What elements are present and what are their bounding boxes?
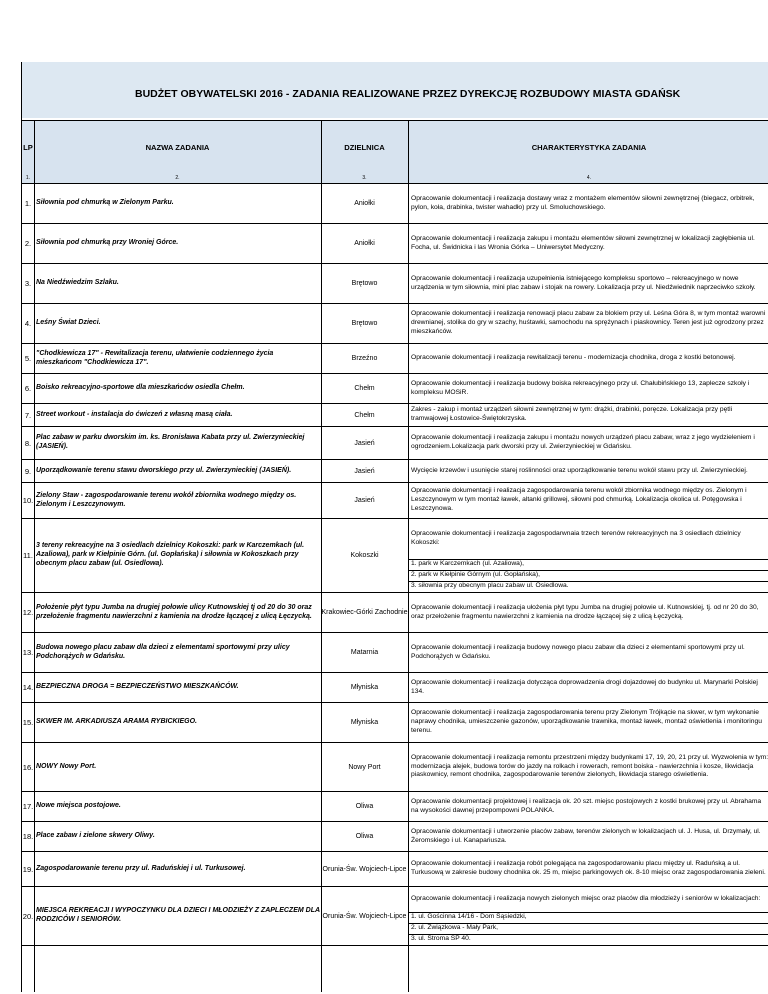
row-task-name: Na Niedźwiedzim Szlaku. <box>36 279 119 287</box>
row-task-name: "Chodkiewicza 17" - Rewitalizacja terenu, ułatwienie codziennego życia mieszkańcom "Chodkiewicza 17". <box>36 349 274 366</box>
table-row <box>22 792 768 822</box>
row-district: Młyniska <box>350 684 379 691</box>
table-row <box>22 593 768 633</box>
row-characteristics: Wycięcie krzewów i usunięcie starej roślinności oraz uporządkowanie terenu wokół stawu przy ul. Zwierzynieckiej. <box>411 466 748 474</box>
row-district: Aniołki <box>354 240 375 247</box>
row-characteristics: Opracowanie dokumentacji i realizacja zagospodarowania terenu wokół zbiornika wodnego między os. Zielonym i Leszczynowym w tym montaż ławek, altanki grillowej, siłowni pod chmurką. Lokalizacja okolica ul. Potęgowska i Leszczynowa. <box>411 487 747 512</box>
column-divider <box>34 120 35 992</box>
row-characteristics: Opracowanie dokumentacji i realizacja zagospodarowania terenu przy Zielonym Trójkącie na skwer, w tym wykonanie naprawy chodnika, umieszczenie gazonów, uporządkowanie trawnika, montaż ławek, montaż oświetlenia i monitoringu terenu. <box>411 709 762 734</box>
column-divider <box>408 120 409 992</box>
row-lp: 8. <box>24 438 32 448</box>
row-lp: 19. <box>22 864 34 874</box>
row-task-name: Nowe miejsca postojowe. <box>36 802 121 810</box>
row-lp: 11. <box>23 551 33 560</box>
row-characteristics-item: 2. park w Kiełpinie Górnym (ul. Gopłańska), <box>409 570 768 580</box>
row-district: Jasień <box>354 497 375 504</box>
row-characteristics: Opracowanie dokumentacji i realizacja dotycząca doprowadzenia drogi dojazdowej do budynku ul. Marynarki Polskiej 134. <box>411 678 758 695</box>
row-characteristics: Zakres - zakup i montaż urządzeń siłowni zewnętrznej w tym: drążki, drabinki, poręcze. Lokalizacja przy pętli tramwajowej Łostowice-Świętokrzyska. <box>411 406 733 422</box>
table-row <box>22 822 768 852</box>
row-lp: 20. <box>22 911 34 921</box>
row-task-name: Położenie płyt typu Jumba na drugiej połowie ulicy Kutnowskiej tj od 20 do 30 oraz przełożenie fragmentu nawierzchni z kamienia na drodze łączącej z ulicą Łęczycką. <box>36 603 312 620</box>
row-task-name: NOWY Nowy Port. <box>36 762 97 770</box>
row-characteristics: Opracowanie dokumentacji i utworzenie placów zabaw, terenów zielonych w lokalizacjach ul. J. Husa, ul. Drzymały, ul. Żeromskiego i ul. Kanapariusza. <box>411 827 761 844</box>
row-lp: 10. <box>22 496 34 505</box>
row-lp: 13. <box>22 648 34 657</box>
row-task-name: BEZPIECZNA DROGA = BEZPIECZEŃSTWO MIESZKAŃCÓW. <box>36 683 239 691</box>
table-row <box>22 519 768 593</box>
row-lp: 4. <box>24 319 32 328</box>
row-district: Brętowo <box>351 280 378 287</box>
row-characteristics-list <box>409 887 768 945</box>
row-district: Orunia-Św. Wojciech-Lipce <box>322 912 407 920</box>
row-district: Matarnia <box>350 649 379 656</box>
column-number-row <box>22 173 768 184</box>
row-district: Orunia-Św. Wojciech-Lipce <box>322 865 407 873</box>
row-district: Krakowiec-Górki Zachodnie <box>321 609 408 616</box>
row-task-name: Uporządkowanie terenu stawu dworskiego przy ul. Zwierzynieckiej (JASIEŃ). <box>36 466 292 474</box>
table-row <box>22 483 768 519</box>
row-lp: 12. <box>22 608 34 617</box>
row-lp: 7. <box>24 410 32 420</box>
row-characteristics: Opracowanie dokumentacji i realizacja budowy nowego placu zabaw dla dzieci z elementami sportowymi przy ul. Podchorążych w Gdańsku. <box>411 643 745 660</box>
row-district: Nowy Port <box>348 763 381 771</box>
row-task-name: MIEJSCA REKREACJI I WYPOCZYNKU DLA DZIECI I MŁODZIEŻY Z ZAPLECZEM DLA RODZICÓW I SENIORÓW. <box>36 907 320 923</box>
row-characteristics: Opracowanie dokumentacji i realizacja renowacji placu zabaw za blokiem przy ul. Leśna Góra 8, w tym montaż warowni drewnianej, stolika do gry w szachy, huśtawki, samochodu na sprężynach i piaskownicy. Teren jest już ogrodzony przez mieszkańców. <box>411 310 766 335</box>
row-task-name: Siłownia pod chmurką w Zielonym Parku. <box>36 199 174 207</box>
row-characteristics: Opracowanie dokumentacji i realizacja robót polegająca na zagospodarowaniu placu między ul. Raduńską a ul. Turkusową w zakresie budowy chodnika ok. 25 m, miejsc parkingowych ok. 8-10 miejsc oraz zagospodarowania zieleni. <box>411 860 766 876</box>
row-characteristics: Opracowanie dokumentacji i realizacja uzupełnienia istniejącego kompleksu sportowo – rekreacyjnego w nowe urządzenia w tym siłownia, mini plac zabaw i stojak na rowery. Lokalizacja przy ul. Niedźwiednik naprzeciwko szkoły. <box>411 274 756 291</box>
row-task-name: 3 tereny rekreacyjne na 3 osiedlach dzielnicy Kokoszki: park w Karczemkach (ul. Azaliowa), park w Kiełpinie Górn. (ul. Gopłańska) i siłownia w Kokoszkach przy obecnym placu zabaw (ul. Osiedlowa). <box>36 542 305 567</box>
table-row <box>22 264 768 304</box>
row-task-name: Leśny Świat Dzieci. <box>36 319 101 327</box>
row-district: Oliwa <box>355 833 374 840</box>
row-district: Oliwa <box>355 803 374 810</box>
row-characteristics-item: 3. siłownia przy obecnym placu zabaw ul. Osiedlowa. <box>409 581 768 591</box>
row-task-name: Siłownia pod chmurką przy Wroniej Górce. <box>36 239 179 247</box>
row-district: Brętowo <box>351 320 378 327</box>
row-district: Chełm <box>354 385 375 392</box>
row-characteristics: Opracowanie dokumentacji i realizacja remontu przestrzeni między budynkami 17, 19, 20, 21 przy ul. Wyzwolenia w tym: modernizacja alejek, budowa torów do jazdy na rolkach i rowerach, remont boiska - nawierzchnia i kosze, likwidacja piaskownicy, remont chodnika, zagospodarowanie terenów zielonych, likwidacja starego oświetlenia. <box>411 753 768 779</box>
table-row <box>22 460 768 483</box>
row-characteristics: Opracowanie dokumentacji i realizacja budowy boiska rekreacyjnego przy ul. Chałubińskiego 13, zaplecze szkoły i kompleksu MOSiR. <box>411 379 750 396</box>
row-characteristics-item: 1. ul. Gościnna 14/16 - Dom Sąsiedzki, <box>409 912 768 922</box>
row-characteristics-list <box>409 519 768 592</box>
header-lp: LP <box>23 142 33 152</box>
column-number: 2. <box>175 175 180 181</box>
row-district: Chełm <box>354 411 375 419</box>
row-characteristics: Opracowanie dokumentacji i realizacja zakupu i montażu nowych urządzeń placu zabaw, wraz z jego wydzieleniem i ogrodzeniem.Lokalizacja park dworski przy ul. Zwierzynieckiej w Gdańsku. <box>411 434 755 450</box>
row-task-name: Boisko rekreacyjno-sportowe dla mieszkańców osiedla Chełm. <box>36 384 245 392</box>
row-district: Młyniska <box>350 719 379 726</box>
row-characteristics-item: 3. ul. Stroma SP 40. <box>409 934 768 944</box>
row-lp: 5. <box>24 354 32 363</box>
row-task-name: Budowa nowego placu zabaw dla dzieci z elementami sportowymi przy ulicy Podchorążych w Gdańsku. <box>36 643 290 660</box>
row-district: Kokoszki <box>350 552 379 559</box>
row-lp: 17. <box>22 802 34 811</box>
table-row <box>22 404 768 427</box>
header-name: NAZWA ZADANIA <box>145 142 210 152</box>
row-district: Jasień <box>354 439 375 447</box>
header-characteristics: CHARAKTERYSTYKA ZADANIA <box>531 142 647 152</box>
row-lp: 1. <box>24 199 32 208</box>
row-characteristics: Opracowanie dokumentacji i realizacja rewitalizacji terenu - modernizacja chodnika, droga z kostki betonowej. <box>411 354 736 362</box>
row-district: Aniołki <box>354 200 375 207</box>
row-district: Brzeźno <box>351 355 378 362</box>
table-row <box>22 344 768 374</box>
table-row <box>22 743 768 792</box>
row-task-name: Zielony Staw - zagospodarowanie terenu wokół zbiornika wodnego między os. Zielonym i Leszczynowym. <box>36 491 297 508</box>
row-task-name: Plac zabaw w parku dworskim im. ks. Bronisława Kabata przy ul. Zwierzynieckiej (JASIEŃ). <box>36 434 305 450</box>
table-row <box>22 703 768 743</box>
row-lp: 16. <box>22 762 34 772</box>
row-task-name: Street workout - instalacja do ćwiczeń z własną masą ciała. <box>36 410 233 418</box>
column-number: 4. <box>586 175 592 181</box>
table-row <box>22 374 768 404</box>
row-characteristics: Opracowanie dokumentacji i realizacja zakupu i montażu elementów siłowni zewnętrznej w lokalizacji zagłębienia ul. Focha, ul. Świdnicka i las Wronia Górka – Uniwersytet Medyczny. <box>411 234 755 251</box>
table-row <box>22 673 768 703</box>
row-characteristics-intro: Opracowanie dokumentacji i realizacja zagospodarwnaia trzech terenów rekreacyjnych na 3 osiedlach dzielnicy Kokoszki: <box>411 530 741 546</box>
row-lp: 2. <box>24 239 32 248</box>
row-task-name: Place zabaw i zielone skwery Oliwy. <box>36 832 155 840</box>
column-divider <box>321 120 322 992</box>
row-lp: 3. <box>24 279 32 288</box>
header-district: DZIELNICA <box>344 142 385 152</box>
row-lp: 9. <box>24 466 32 476</box>
title-band <box>22 62 768 118</box>
row-characteristics: Opracowanie dokumentacji i realizacja ułożenia płyt typu Jumba na drugiej połowie ul. Kutnowskiej, tj. od nr 20 do 30, oraz przełożenie fragmentu nawierzchni z kamienia na drodze łączącej się z ulicą Łęczycką. <box>411 603 759 620</box>
column-number: 1. <box>25 175 31 181</box>
table-row <box>22 852 768 887</box>
row-lp: 15. <box>22 718 34 727</box>
row-characteristics-intro: Opracowanie dokumentacji i realizacja nowych zielonych miejsc oraz placów dla młodzieży i seniorów w lokalizacjach: <box>411 895 761 903</box>
row-lp: 14. <box>22 683 34 692</box>
row-lp: 18. <box>22 832 34 841</box>
column-number: 3. <box>362 175 367 181</box>
row-characteristics-item: 1. park w Karczemkach (ul. Azaliowa), <box>409 559 768 569</box>
row-characteristics-item: 2. ul. Związkowa - Mały Park, <box>409 923 768 933</box>
row-task-name: Zagospodarowanie terenu przy ul. Raduńskiej i ul. Turkusowej. <box>36 864 246 872</box>
row-task-name: SKWER IM. ARKADIUSZA ARAMA RYBICKIEGO. <box>36 718 197 726</box>
row-characteristics: Opracowanie dokumentacji i realizacja dostawy wraz z montażem elementów siłowni zewnętrznej (biegacz, orbitrek, pylon, koła, drabinka, twister wahadło) przy ul. Smoluchowskiego. <box>411 194 755 211</box>
header-row <box>22 120 768 174</box>
table-row <box>22 427 768 460</box>
table-row <box>22 184 768 224</box>
table-row <box>22 887 768 946</box>
table-row <box>22 304 768 344</box>
row-lp: 6. <box>24 384 32 393</box>
table-row <box>22 633 768 673</box>
row-district: Jasień <box>354 467 375 475</box>
table-row <box>22 224 768 264</box>
spreadsheet <box>21 62 768 992</box>
row-characteristics: Opracowanie dokumentacji projektowej i realizacja ok. 20 szt. miejsc postojowych z kostki brukowej przy ul. Abrahama na wysokości dawnej przepompowni POLANKA. <box>411 797 762 814</box>
page-title: BUDŻET OBYWATELSKI 2016 - ZADANIA REALIZOWANE PRZEZ DYREKCJĘ ROZBUDOWY MIASTA GDAŃSK <box>135 88 681 100</box>
